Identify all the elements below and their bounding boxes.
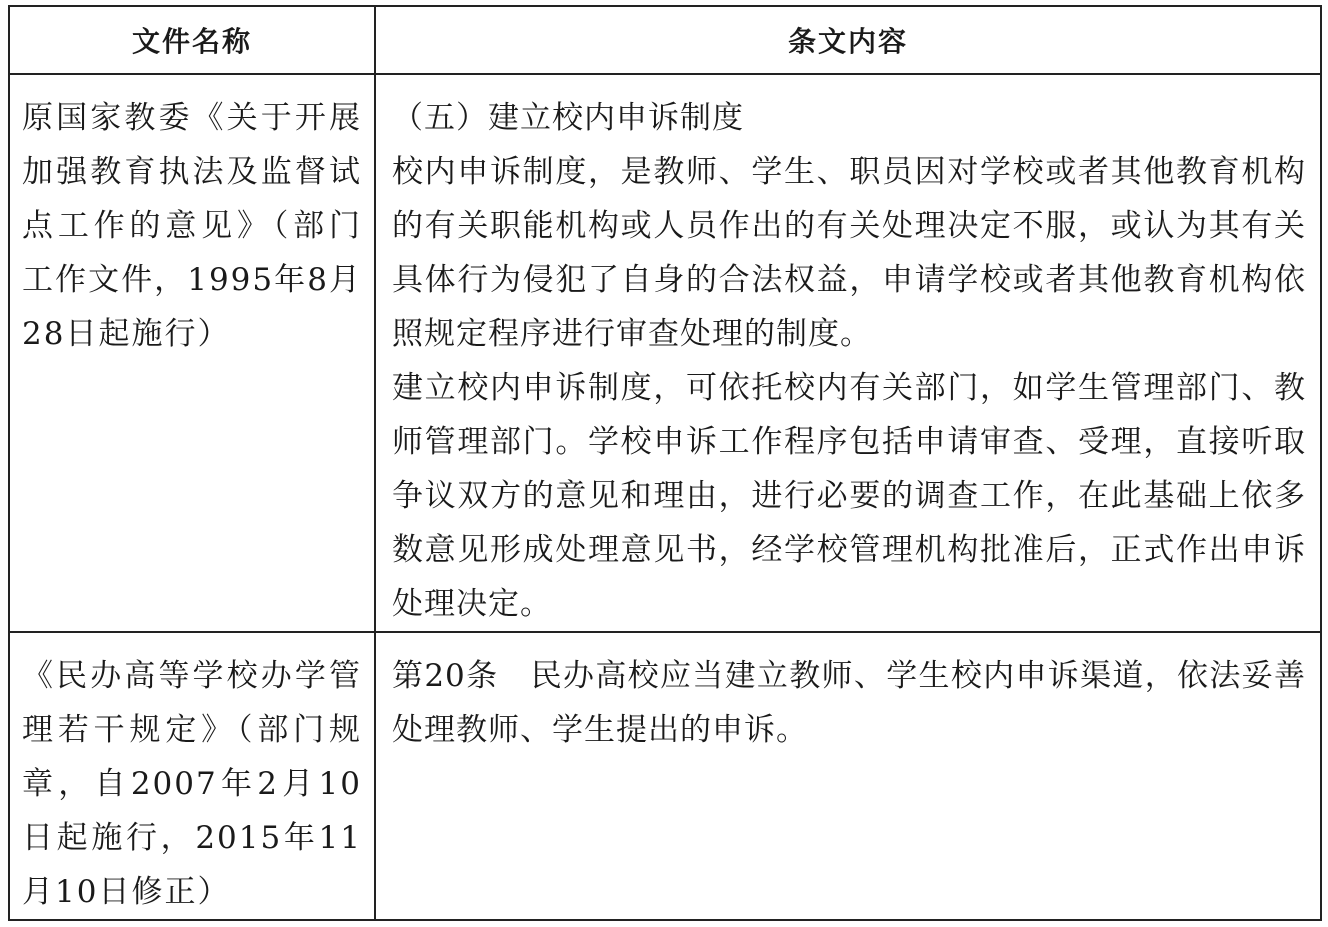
clause-paragraph: 第20条 民办高校应当建立教师、学生校内申诉渠道，依法妥善处理教师、学生提出的申诉。 bbox=[392, 658, 1306, 748]
clause-paragraph: 建立校内申诉制度，可依托校内有关部门，如学生管理部门、教师管理部门。学校申诉工作程序包括申请审查、受理，直接听取争议双方的意见和理由，进行必要的调查工作，在此基础上依多数意见形成处理意见书，经学校管理机构批准后，正式作出申诉处理决定。 bbox=[392, 370, 1306, 622]
document-name-cell: 原国家教委《关于开展加强教育执法及监督试点工作的意见》（部门工作文件，1995年8月28日起施行） bbox=[9, 74, 375, 632]
table-header-row bbox=[9, 6, 1321, 74]
document-name-cell: 《民办高等学校办学管理若干规定》（部门规章，自2007年2月10日起施行，2015年11月10日修正） bbox=[9, 632, 375, 920]
table-row bbox=[9, 632, 1321, 920]
clause-paragraph: （五）建立校内申诉制度 bbox=[392, 100, 744, 136]
regulation-table bbox=[8, 5, 1322, 921]
clause-paragraph: 校内申诉制度，是教师、学生、职员因对学校或者其他教育机构的有关职能机构或人员作出的有关处理决定不服，或认为其有关具体行为侵犯了自身的合法权益，申请学校或者其他教育机构依照规定程序进行审查处理的制度。 bbox=[392, 154, 1306, 352]
header-clause-content: 条文内容 bbox=[375, 6, 1321, 74]
clause-content-cell bbox=[375, 74, 1321, 632]
clause-content-cell bbox=[375, 632, 1321, 920]
header-document-name: 文件名称 bbox=[9, 6, 375, 74]
table-row bbox=[9, 74, 1321, 632]
